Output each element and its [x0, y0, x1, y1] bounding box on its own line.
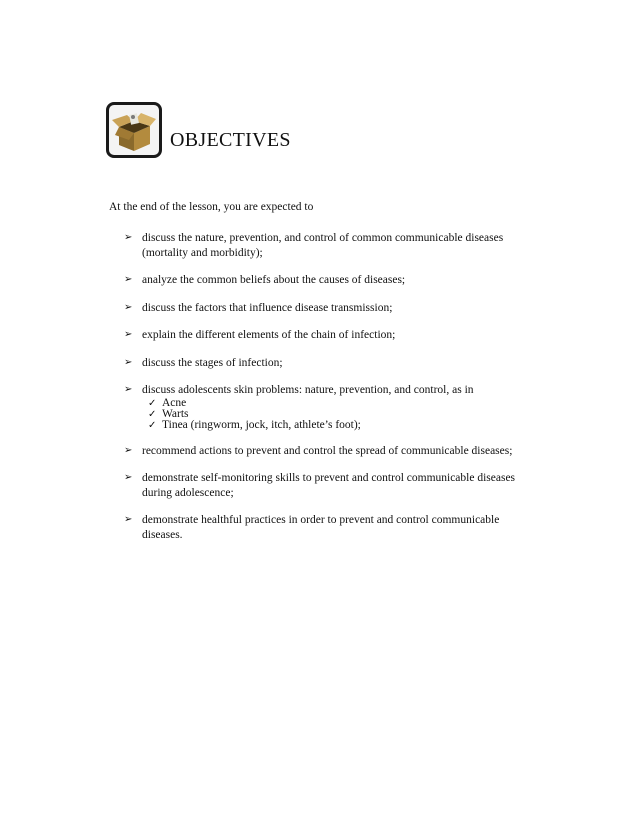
- objective-text: demonstrate healthful practices in order to prevent and control communicable: [142, 514, 500, 526]
- objective-item: [124, 231, 544, 260]
- objective-text-continued: during adolescence;: [142, 486, 234, 499]
- sublist-item-text: Warts: [162, 407, 189, 420]
- sublist-item: [148, 420, 544, 431]
- arrow-bullet-icon: ➢: [124, 329, 133, 340]
- objective-text: recommend actions to prevent and control the spread of communicable diseases;: [142, 444, 513, 457]
- objective-item: [124, 328, 544, 343]
- arrow-bullet-icon: ➢: [124, 232, 133, 243]
- objective-item: [124, 444, 544, 459]
- objective-text-continued: (mortality and morbidity);: [142, 246, 263, 259]
- objective-item: [124, 471, 544, 500]
- objective-item: [124, 513, 544, 542]
- objective-text: discuss the stages of infection;: [142, 356, 283, 369]
- arrow-bullet-icon: ➢: [124, 384, 133, 395]
- objective-text-continued: diseases.: [142, 528, 183, 541]
- sublist-item-text: Tinea (ringworm, jock, itch, athlete’s foot);: [162, 418, 361, 431]
- checkmark-icon: ✓: [148, 408, 157, 420]
- objective-item: [124, 383, 544, 431]
- objectives-header: [106, 102, 291, 158]
- arrow-bullet-icon: ➢: [124, 444, 133, 456]
- objective-item: [124, 356, 544, 371]
- objective-item: [124, 301, 544, 316]
- skin-problems-sublist: [142, 398, 544, 431]
- objective-text: discuss the factors that influence disease transmission;: [142, 301, 393, 314]
- page-title: OBJECTIVES: [170, 128, 291, 151]
- arrow-bullet-icon: ➢: [124, 472, 133, 483]
- arrow-bullet-icon: ➢: [124, 301, 133, 313]
- objective-text: discuss the nature, prevention, and control of common communicable diseases: [142, 232, 504, 244]
- open-box-icon: [106, 102, 162, 158]
- objective-text: discuss adolescents skin problems: nature, prevention, and control, as in: [142, 384, 474, 396]
- objective-item: [124, 273, 544, 288]
- arrow-bullet-icon: ➢: [124, 356, 133, 368]
- arrow-bullet-icon: ➢: [124, 514, 133, 525]
- objective-text: explain the different elements of the chain of infection;: [142, 329, 396, 341]
- checkmark-icon: ✓: [148, 419, 157, 431]
- objectives-list: [124, 231, 544, 542]
- objective-text: analyze the common beliefs about the causes of diseases;: [142, 274, 406, 286]
- sublist-item-text: Acne: [162, 396, 187, 409]
- sublist-item: [148, 398, 544, 409]
- arrow-bullet-icon: ➢: [124, 274, 133, 285]
- checkmark-icon: ✓: [148, 397, 157, 409]
- objective-text: demonstrate self-monitoring skills to prevent and control communicable diseases: [142, 472, 516, 484]
- intro-text: At the end of the lesson, you are expected to: [109, 201, 314, 213]
